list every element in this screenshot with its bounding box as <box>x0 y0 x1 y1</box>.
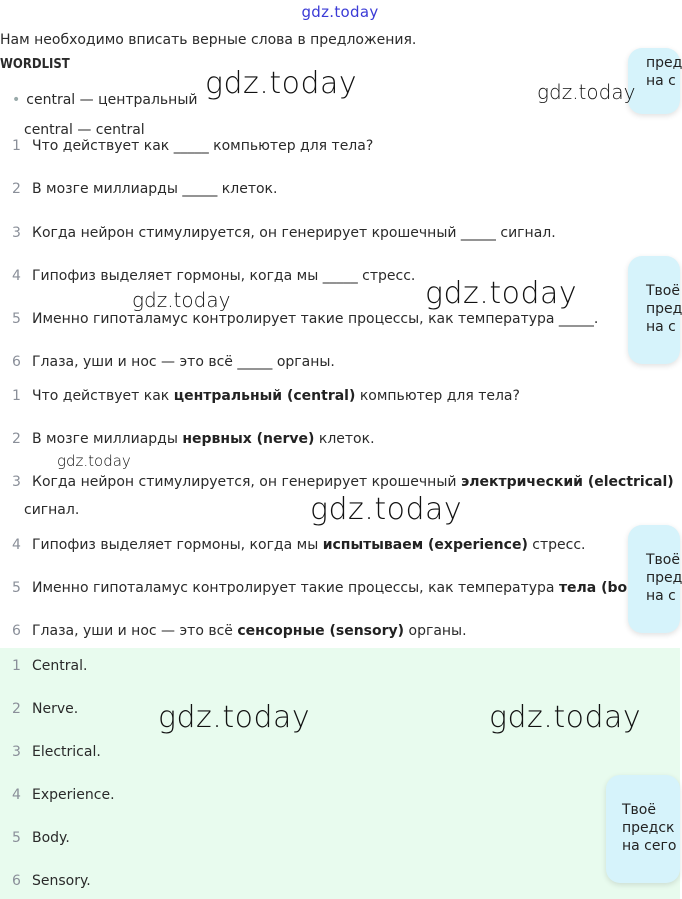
watermark: gdz.today <box>489 700 642 735</box>
answer-number: 5 <box>12 830 21 846</box>
filled-row <box>12 431 375 447</box>
question-text: Именно гипоталамус контролирует такие процессы, как температура _____. <box>32 311 599 327</box>
filled-number: 6 <box>12 623 21 639</box>
filled-answer: сенсорные (sensory) <box>237 623 405 639</box>
filled-answer: испытываем (experience) <box>322 537 528 553</box>
filled-pre: Что действует как <box>32 388 174 404</box>
question-row <box>12 181 277 197</box>
filled-post: компьютер для тела? <box>355 388 520 404</box>
filled-number: 2 <box>12 431 21 447</box>
watermark: gdz.today <box>537 80 636 104</box>
answer-text: Experience. <box>32 787 115 803</box>
filled-pre: В мозге миллиарды <box>32 431 183 447</box>
question-number: 3 <box>12 225 21 241</box>
side-card-line: Твоё <box>646 552 680 568</box>
filled-number: 3 <box>12 474 21 490</box>
side-card-line: на с <box>646 73 676 89</box>
filled-answer: тела (bo <box>558 580 628 596</box>
filled-number: 1 <box>12 388 21 404</box>
watermark: gdz.today <box>132 288 231 312</box>
question-number: 1 <box>12 138 21 154</box>
answer-number: 6 <box>12 873 21 889</box>
wordlist-item-clipped: central — central <box>24 122 145 138</box>
side-card-line: на с <box>646 588 676 604</box>
filled-post: органы. <box>404 623 467 639</box>
answer-row <box>12 701 78 717</box>
filled-pre: Глаза, уши и нос — это всё <box>32 623 238 639</box>
filled-number: 4 <box>12 537 21 553</box>
question-text: Когда нейрон стимулируется, он генерирует крошечный _____ сигнал. <box>32 225 556 241</box>
filled-answer: электрический (electrical) <box>460 474 674 490</box>
filled-row <box>12 388 520 404</box>
question-row <box>12 268 415 284</box>
question-text: Глаза, уши и нос — это всё _____ органы. <box>32 354 335 370</box>
answer-number: 4 <box>12 787 21 803</box>
wordlist-item-label: central — центральный <box>26 92 198 108</box>
watermark: gdz.today <box>310 492 463 527</box>
question-text: В мозге миллиарды _____ клеток. <box>32 181 278 197</box>
watermark: gdz.today <box>425 276 578 311</box>
filled-post: стресс. <box>527 537 586 553</box>
question-text: Гипофиз выделяет гормоны, когда мы _____ стресс. <box>32 268 416 284</box>
wordlist-item <box>12 92 198 108</box>
question-row <box>12 311 598 327</box>
answer-text: Body. <box>32 830 70 846</box>
answer-row <box>12 873 91 889</box>
instruction-text: Нам необходимо вписать верные слова в предложения. <box>0 32 417 48</box>
top-watermark: gdz.today <box>301 3 379 21</box>
question-number: 6 <box>12 354 21 370</box>
question-row <box>12 225 556 241</box>
answer-text: Sensory. <box>32 873 91 889</box>
watermark: gdz.today <box>205 66 358 101</box>
answer-number: 1 <box>12 658 21 674</box>
filled-row <box>12 474 674 490</box>
filled-pre: Именно гипоталамус контролирует такие процессы, как температура <box>32 580 559 596</box>
filled-row-continuation: сигнал. <box>24 502 80 518</box>
answer-row <box>12 658 87 674</box>
filled-answer: центральный (central) <box>173 388 356 404</box>
bullet-icon: • <box>12 92 21 108</box>
filled-number: 5 <box>12 580 21 596</box>
side-card-line: пред <box>646 570 682 586</box>
answer-row <box>12 830 70 846</box>
side-card-line: пред <box>646 301 682 317</box>
question-number: 2 <box>12 181 21 197</box>
answers-panel <box>0 648 680 899</box>
side-card-line: предск <box>622 820 675 836</box>
question-row <box>12 354 335 370</box>
answer-row <box>12 744 101 760</box>
filled-answer: нервных (nerve) <box>182 431 315 447</box>
question-number: 5 <box>12 311 21 327</box>
filled-pre: Гипофиз выделяет гормоны, когда мы <box>32 537 323 553</box>
answer-text: Central. <box>32 658 88 674</box>
side-card[interactable] <box>606 775 680 883</box>
question-text: Что действует как _____ компьютер для тела? <box>32 138 374 154</box>
question-number: 4 <box>12 268 21 284</box>
side-card[interactable] <box>628 525 680 633</box>
side-card[interactable] <box>628 48 680 114</box>
answer-number: 2 <box>12 701 21 717</box>
side-card-line: Твоё <box>622 802 656 818</box>
answer-text: Nerve. <box>32 701 79 717</box>
side-card-line: на с <box>646 319 676 335</box>
wordlist-heading: WORDLIST <box>0 57 70 72</box>
filled-post: клеток. <box>314 431 375 447</box>
answer-row <box>12 787 115 803</box>
filled-row <box>12 623 467 639</box>
answer-number: 3 <box>12 744 21 760</box>
side-card-line: пред <box>646 55 682 71</box>
side-card-line: на сего <box>622 838 677 854</box>
filled-row <box>12 580 627 596</box>
answer-text: Electrical. <box>32 744 101 760</box>
filled-pre: Когда нейрон стимулируется, он генерирует крошечный <box>32 474 461 490</box>
watermark: gdz.today <box>158 700 311 735</box>
side-card-line: Твоё <box>646 283 680 299</box>
side-card[interactable] <box>628 256 680 364</box>
filled-row <box>12 537 586 553</box>
question-row <box>12 138 373 154</box>
watermark: gdz.today <box>57 452 131 470</box>
